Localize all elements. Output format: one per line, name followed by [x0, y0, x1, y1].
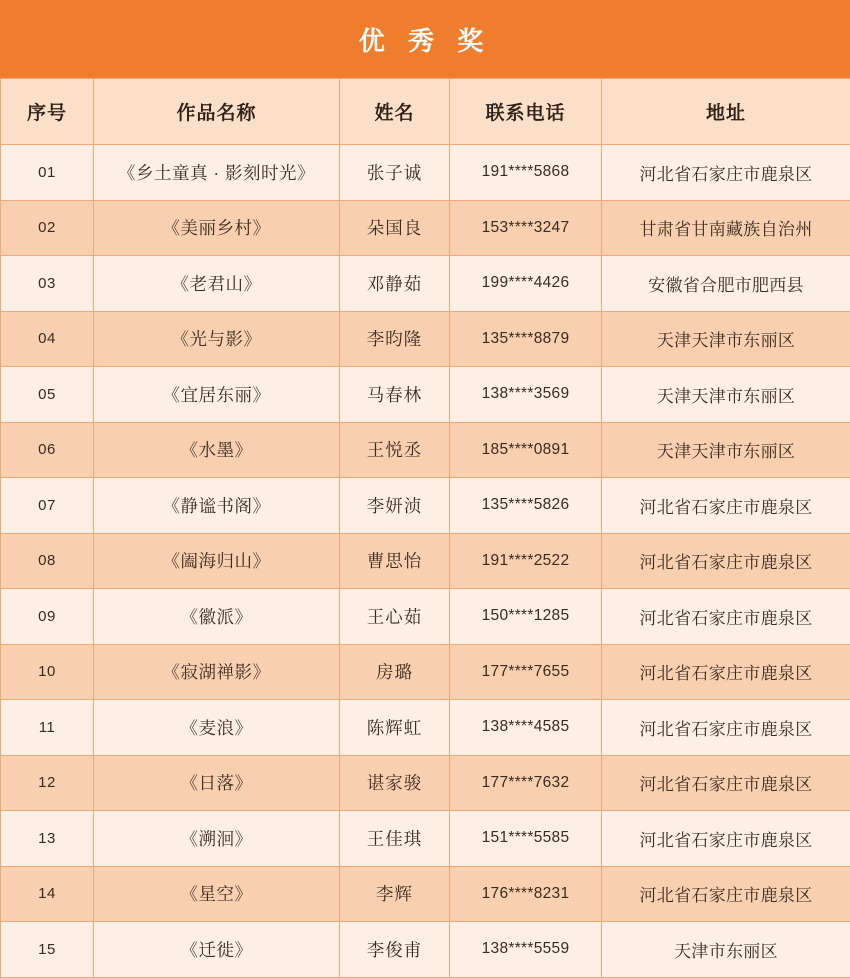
cell-address: 河北省石家庄市鹿泉区	[602, 866, 850, 922]
cell-name: 朵国良	[340, 200, 450, 256]
cell-title: 《麦浪》	[94, 700, 340, 756]
table-row	[1, 200, 850, 256]
cell-address: 天津天津市东丽区	[602, 311, 850, 367]
table-row	[1, 256, 850, 312]
award-table	[0, 78, 850, 978]
table-row	[1, 311, 850, 367]
cell-phone: 150****1285	[450, 589, 602, 645]
cell-index: 01	[1, 145, 94, 201]
cell-name: 曹思怡	[340, 533, 450, 589]
cell-phone: 177****7632	[450, 755, 602, 811]
cell-title: 《静谧书阁》	[94, 478, 340, 534]
cell-phone: 191****5868	[450, 145, 602, 201]
table-row	[1, 700, 850, 756]
cell-name: 王心茹	[340, 589, 450, 645]
table-row	[1, 145, 850, 201]
table-row	[1, 589, 850, 645]
column-header-name: 姓名	[340, 79, 450, 145]
cell-title: 《迁徙》	[94, 922, 340, 978]
cell-phone: 135****5826	[450, 478, 602, 534]
cell-name: 陈辉虹	[340, 700, 450, 756]
table-header-row	[1, 79, 850, 145]
table-row	[1, 922, 850, 978]
cell-phone: 191****2522	[450, 533, 602, 589]
cell-address: 天津天津市东丽区	[602, 367, 850, 423]
cell-title: 《星空》	[94, 866, 340, 922]
cell-title: 《乡土童真 · 影刻时光》	[94, 145, 340, 201]
cell-title: 《老君山》	[94, 256, 340, 312]
cell-name: 马春林	[340, 367, 450, 423]
cell-phone: 135****8879	[450, 311, 602, 367]
cell-phone: 138****3569	[450, 367, 602, 423]
table-row	[1, 811, 850, 867]
cell-title: 《徽派》	[94, 589, 340, 645]
cell-title: 《光与影》	[94, 311, 340, 367]
cell-index: 15	[1, 922, 94, 978]
cell-index: 03	[1, 256, 94, 312]
table-row	[1, 533, 850, 589]
cell-address: 天津天津市东丽区	[602, 422, 850, 478]
cell-title: 《日落》	[94, 755, 340, 811]
cell-title: 《寂湖禅影》	[94, 644, 340, 700]
table-header	[1, 79, 850, 145]
cell-index: 12	[1, 755, 94, 811]
cell-address: 河北省石家庄市鹿泉区	[602, 533, 850, 589]
cell-address: 河北省石家庄市鹿泉区	[602, 589, 850, 645]
cell-name: 谌家骏	[340, 755, 450, 811]
cell-name: 李妍浈	[340, 478, 450, 534]
cell-index: 13	[1, 811, 94, 867]
cell-index: 06	[1, 422, 94, 478]
cell-name: 李昀隆	[340, 311, 450, 367]
cell-index: 11	[1, 700, 94, 756]
cell-address: 甘肃省甘南藏族自治州	[602, 200, 850, 256]
cell-address: 河北省石家庄市鹿泉区	[602, 811, 850, 867]
cell-address: 河北省石家庄市鹿泉区	[602, 478, 850, 534]
column-header-index: 序号	[1, 79, 94, 145]
cell-name: 张子诚	[340, 145, 450, 201]
cell-title: 《溯洄》	[94, 811, 340, 867]
cell-phone: 199****4426	[450, 256, 602, 312]
cell-name: 邓静茹	[340, 256, 450, 312]
cell-name: 房璐	[340, 644, 450, 700]
cell-address: 河北省石家庄市鹿泉区	[602, 644, 850, 700]
table-row	[1, 755, 850, 811]
cell-index: 02	[1, 200, 94, 256]
cell-name: 李俊甫	[340, 922, 450, 978]
cell-index: 07	[1, 478, 94, 534]
cell-title: 《宜居东丽》	[94, 367, 340, 423]
cell-phone: 177****7655	[450, 644, 602, 700]
column-header-address: 地址	[602, 79, 850, 145]
cell-address: 天津市东丽区	[602, 922, 850, 978]
cell-phone: 151****5585	[450, 811, 602, 867]
cell-index: 09	[1, 589, 94, 645]
cell-index: 14	[1, 866, 94, 922]
cell-index: 08	[1, 533, 94, 589]
table-row	[1, 866, 850, 922]
table-row	[1, 644, 850, 700]
cell-phone: 138****5559	[450, 922, 602, 978]
table-row	[1, 367, 850, 423]
table-row	[1, 422, 850, 478]
cell-title: 《水墨》	[94, 422, 340, 478]
banner-title: 优 秀 奖	[0, 0, 850, 78]
cell-phone: 153****3247	[450, 200, 602, 256]
cell-name: 王佳琪	[340, 811, 450, 867]
table-row	[1, 478, 850, 534]
cell-phone: 138****4585	[450, 700, 602, 756]
cell-title: 《美丽乡村》	[94, 200, 340, 256]
cell-index: 04	[1, 311, 94, 367]
cell-index: 05	[1, 367, 94, 423]
cell-name: 李辉	[340, 866, 450, 922]
cell-name: 王悦丞	[340, 422, 450, 478]
cell-address: 河北省石家庄市鹿泉区	[602, 755, 850, 811]
table-body	[1, 145, 850, 978]
cell-address: 河北省石家庄市鹿泉区	[602, 700, 850, 756]
cell-phone: 185****0891	[450, 422, 602, 478]
cell-address: 安徽省合肥市肥西县	[602, 256, 850, 312]
cell-title: 《阖海归山》	[94, 533, 340, 589]
cell-phone: 176****8231	[450, 866, 602, 922]
column-header-title: 作品名称	[94, 79, 340, 145]
cell-index: 10	[1, 644, 94, 700]
cell-address: 河北省石家庄市鹿泉区	[602, 145, 850, 201]
column-header-phone: 联系电话	[450, 79, 602, 145]
